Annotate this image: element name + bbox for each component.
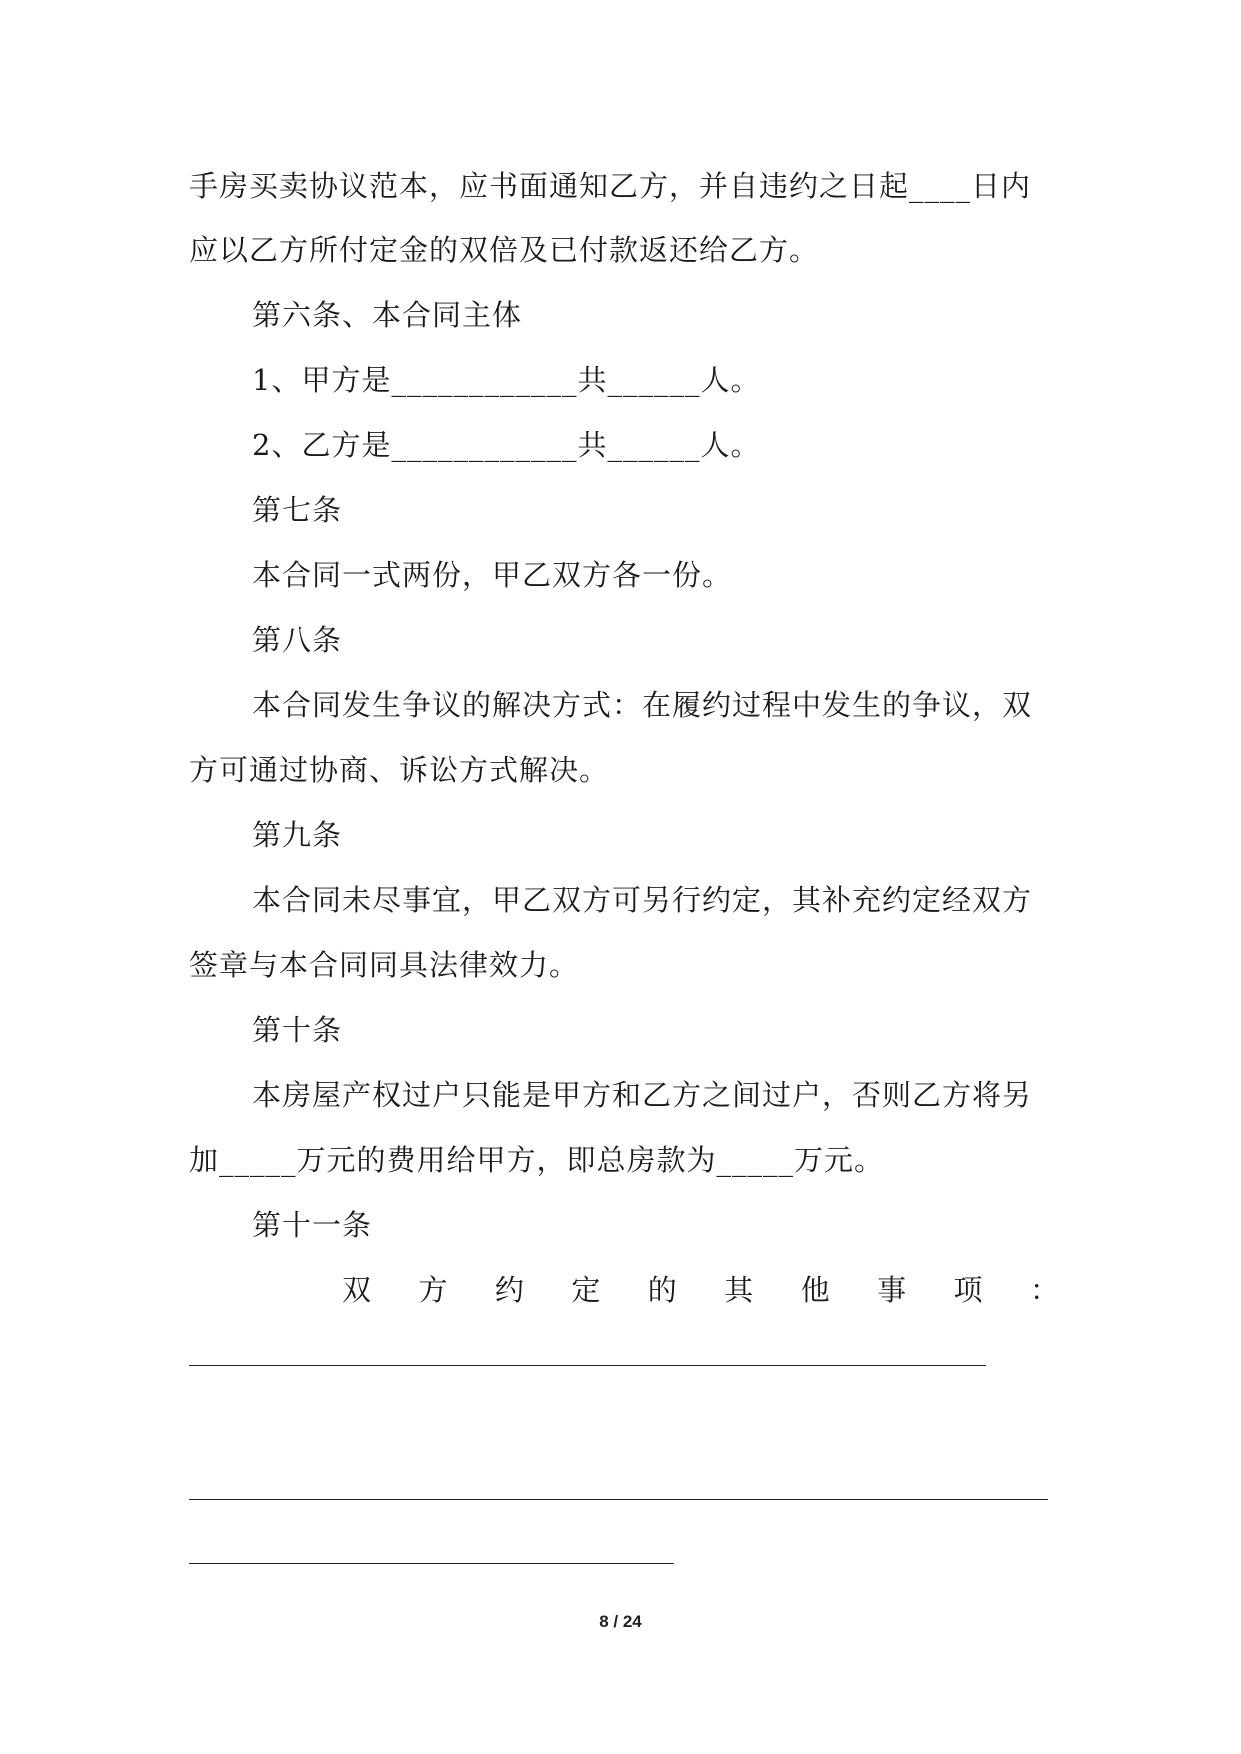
other-matters-char: 双 bbox=[342, 1273, 372, 1307]
article-heading: 第六条、本合同主体 bbox=[252, 298, 523, 332]
blank-fill-line bbox=[189, 1499, 1048, 1500]
paragraph-line: 本合同未尽事宜，甲乙双方可另行约定，其补充约定经双方 bbox=[252, 883, 1033, 917]
blank-fill-line bbox=[189, 1563, 674, 1564]
other-matters-char: 定 bbox=[571, 1273, 601, 1307]
other-matters-char: 方 bbox=[418, 1273, 448, 1307]
paragraph-line: 签章与本合同同具法律效力。 bbox=[189, 948, 580, 982]
other-matters-line bbox=[189, 1270, 1059, 1310]
other-matters-char: 其 bbox=[724, 1273, 754, 1307]
article-heading: 第十一条 bbox=[252, 1208, 373, 1242]
paragraph-line: 方可通过协商、诉讼方式解决。 bbox=[189, 753, 610, 787]
paragraph-line: 本合同一式两份，甲乙双方各一份。 bbox=[252, 558, 733, 592]
other-matters-char: ： bbox=[1029, 1273, 1059, 1307]
paragraph-line: 手房买卖协议范本，应书面通知乙方，并自违约之日起____日内 bbox=[189, 169, 1032, 203]
other-matters-char: 的 bbox=[647, 1273, 677, 1307]
article-heading: 第九条 bbox=[252, 818, 343, 852]
article-heading: 第八条 bbox=[252, 623, 343, 657]
article-heading: 第七条 bbox=[252, 493, 343, 527]
other-matters-char: 事 bbox=[877, 1273, 907, 1307]
paragraph-line: 加_____万元的费用给甲方，即总房款为_____万元。 bbox=[189, 1143, 885, 1177]
paragraph-line: 2、乙方是____________共______人。 bbox=[252, 428, 761, 462]
other-matters-char: 约 bbox=[494, 1273, 524, 1307]
paragraph-line: 本合同发生争议的解决方式：在履约过程中发生的争议，双 bbox=[252, 688, 1033, 722]
blank-fill-line bbox=[189, 1365, 986, 1366]
article-heading: 第十条 bbox=[252, 1013, 343, 1047]
paragraph-line: 1、甲方是____________共______人。 bbox=[252, 363, 761, 397]
page-number: 8 / 24 bbox=[599, 1612, 642, 1631]
other-matters-char: 项 bbox=[953, 1273, 983, 1307]
paragraph-line: 本房屋产权过户只能是甲方和乙方之间过户，否则乙方将另 bbox=[252, 1078, 1033, 1112]
paragraph-line: 应以乙方所付定金的双倍及已付款返还给乙方。 bbox=[189, 233, 820, 267]
other-matters-char: 他 bbox=[800, 1273, 830, 1307]
